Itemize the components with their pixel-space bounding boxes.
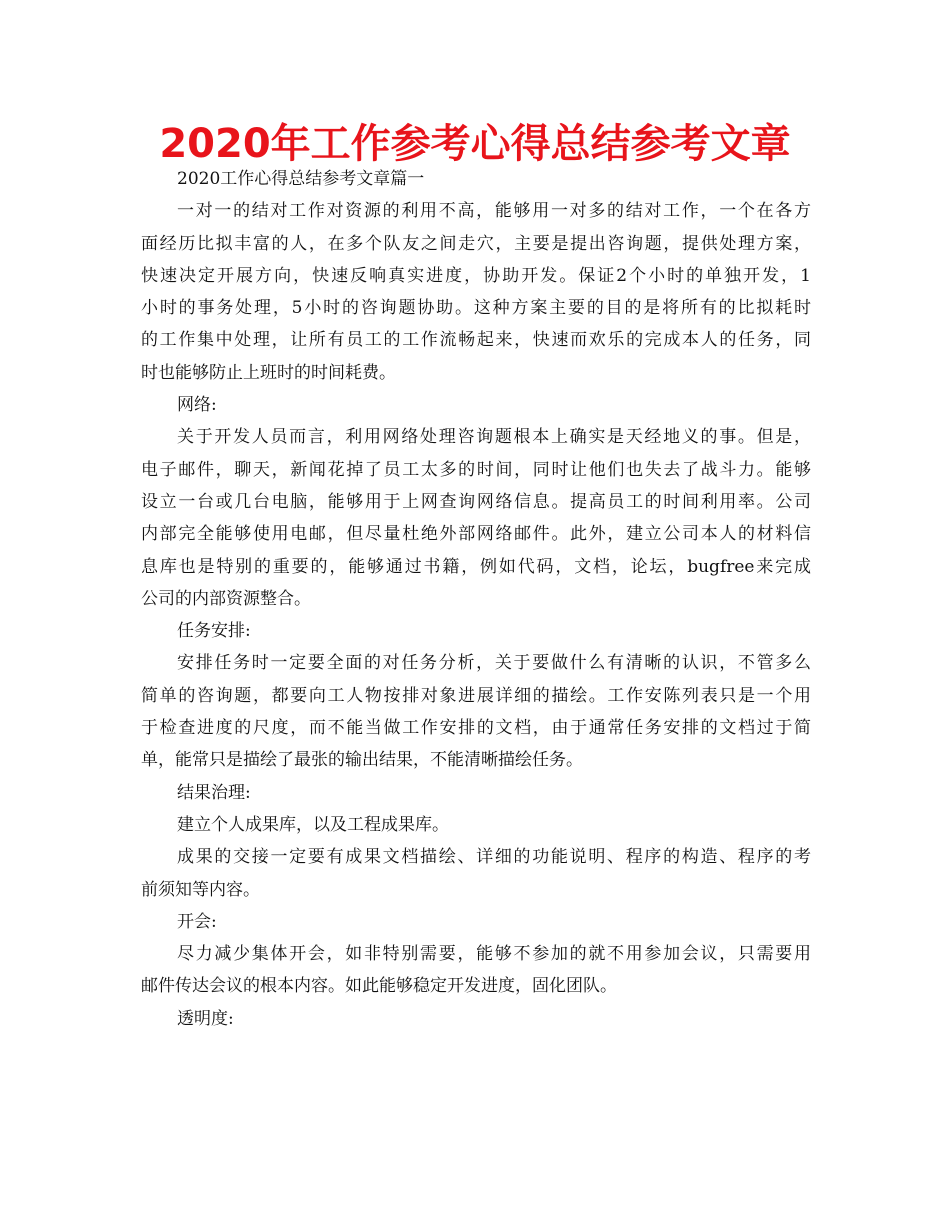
paragraph-line: 成果的交接一定要有成果文档描绘、详细的功能说明、程序的构造、程序的考 — [177, 847, 811, 868]
paragraph-line: 单，能常只是描绘了最张的输出结果，不能清晰描绘任务。 — [141, 750, 583, 771]
paragraph-line: 内部完全能够使用电邮，但尽量杜绝外部网络邮件。此外，建立公司本人的材料信 — [141, 524, 811, 545]
paragraph-line: 简单的咨询题，都要向工人物按排对象进展详细的描绘。工作安陈列表只是一个用 — [141, 685, 811, 706]
paragraph-line: 面经历比拟丰富的人，在多个队友之间走穴，主要是提出咨询题，提供处理方案， — [141, 233, 811, 254]
paragraph-line: 建立个人成果库，以及工程成果库。 — [177, 814, 449, 835]
paragraph-line: 2020工作心得总结参考文章篇一 — [177, 169, 425, 189]
paragraph-line: 小时的事务处理，5小时的咨询题协助。这种方案主要的目的是将所有的比拟耗时 — [141, 298, 811, 319]
paragraph — [141, 389, 811, 421]
paragraph — [141, 615, 811, 647]
paragraph-line: 一对一的结对工作对资源的利用不高，能够用一对多的结对工作，一个在各方 — [177, 201, 811, 222]
paragraph — [141, 1003, 811, 1035]
paragraph-line: 息库也是特别的重要的，能够通过书籍，例如代码，文档，论坛，bugfree来完成 — [141, 556, 811, 577]
paragraph-line: 前须知等内容。 — [141, 879, 260, 900]
paragraph-line: 尽力减少集体开会，如非特别需要，能够不参加的就不用参加会议，只需要用 — [177, 944, 811, 965]
paragraph-line: 于检查进度的尺度，而不能当做工作安排的文档，由于通常任务安排的文档过于简 — [141, 718, 811, 739]
paragraph — [141, 906, 811, 938]
paragraph — [141, 938, 811, 1003]
paragraph-line: 设立一台或几台电脑，能够用于上网查询网络信息。提高员工的时间利用率。公司 — [141, 491, 811, 512]
paragraph — [141, 163, 811, 195]
paragraph — [141, 421, 811, 615]
paragraph-line: 快速决定开展方向，快速反响真实进度，协助开发。保证2个小时的单独开发，1 — [141, 265, 811, 286]
paragraph-line: 开会: — [177, 911, 217, 932]
paragraph-line: 电子邮件，聊天，新闻花掉了员工太多的时间，同时让他们也失去了战斗力。能够 — [141, 459, 811, 480]
paragraph-line: 公司的内部资源整合。 — [141, 588, 311, 609]
paragraph — [141, 777, 811, 809]
paragraph-line: 邮件传达会议的根本内容。如此能够稳定开发进度，固化团队。 — [141, 976, 617, 997]
paragraph — [141, 195, 811, 389]
paragraph-line: 网络: — [177, 395, 217, 416]
paragraph-line: 结果治理: — [177, 782, 251, 803]
paragraph — [141, 647, 811, 776]
paragraph-line: 安排任务时一定要全面的对任务分析，关于要做什么有清晰的认识，不管多么 — [177, 653, 811, 674]
paragraph-line: 的工作集中处理，让所有员工的工作流畅起来，快速而欢乐的完成本人的任务，同 — [141, 330, 811, 351]
paragraph — [141, 809, 811, 841]
document-title: 2020年工作参考心得总结参考文章 — [159, 121, 791, 167]
paragraph-line: 透明度: — [177, 1008, 234, 1029]
document-body — [141, 163, 811, 1035]
paragraph-line: 关于开发人员而言，利用网络处理咨询题根本上确实是天经地义的事。但是， — [177, 427, 811, 448]
paragraph — [141, 841, 811, 906]
paragraph-line: 任务安排: — [177, 621, 251, 642]
paragraph-line: 时也能够防止上班时的时间耗费。 — [141, 362, 396, 383]
